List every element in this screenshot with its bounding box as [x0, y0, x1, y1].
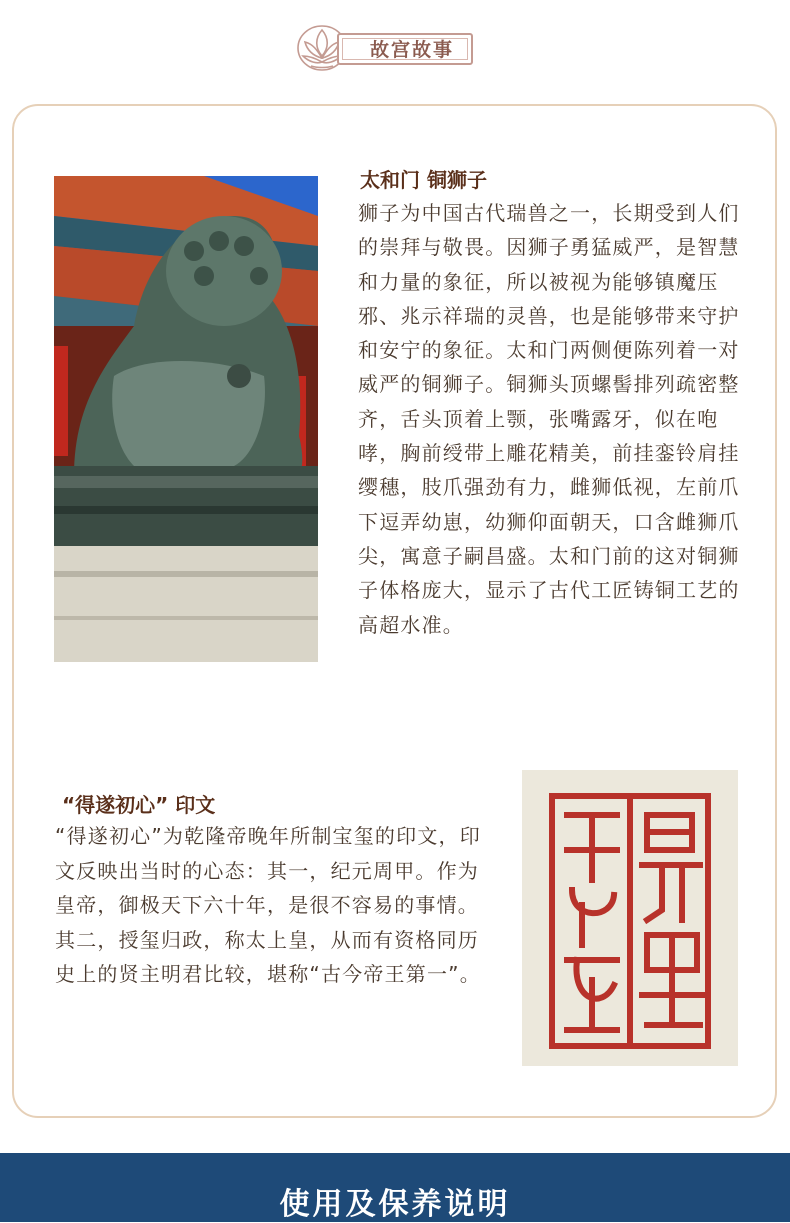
footer-title: 使用及保养说明	[279, 1187, 511, 1222]
section-badge	[293, 22, 478, 74]
badge-title: 故宫故事	[369, 39, 454, 61]
seal-impression-image	[522, 770, 738, 1066]
bronze-lion-photo	[54, 176, 318, 662]
footer-banner	[0, 1153, 790, 1222]
seal-section-title: “得遂初心” 印文	[62, 793, 216, 817]
seal-section-body: “得遂初心”为乾隆帝晚年所制宝玺的印文，印文反映出当时的心态：其一，纪元周甲。作为皇帝，御极天下六十年，是很不容易的事情。其二，授玺归政，称太上皇，从而有资格同历史上的贤主明君比较，堪称“古今帝王第一”。	[55, 824, 481, 986]
lion-section-body: 狮子为中国古代瑞兽之一，长期受到人们的崇拜与敬畏。因狮子勇猛威严，是智慧和力量的象征，所以被视为能够镇魔压邪、兆示祥瑞的灵兽，也是能够带来守护和安宁的象征。太和门两侧便陈列着一对威严的铜狮子。铜狮头顶螺髻排列疏密整齐，舌头顶着上颚，张嘴露牙，似在咆哮，胸前绶带上雕花精美，前挂銮铃肩挂缨穗，肢爪强劲有力，雌狮低视，左前爪下逗弄幼崽，幼狮仰面朝天，口含雌狮爪尖，寓意子嗣昌盛。太和门前的这对铜狮子体格庞大，显示了古代工匠铸铜工艺的高超水准。	[358, 201, 740, 637]
badge-frame	[337, 33, 473, 65]
lion-section-title: 太和门 铜狮子	[360, 168, 487, 192]
